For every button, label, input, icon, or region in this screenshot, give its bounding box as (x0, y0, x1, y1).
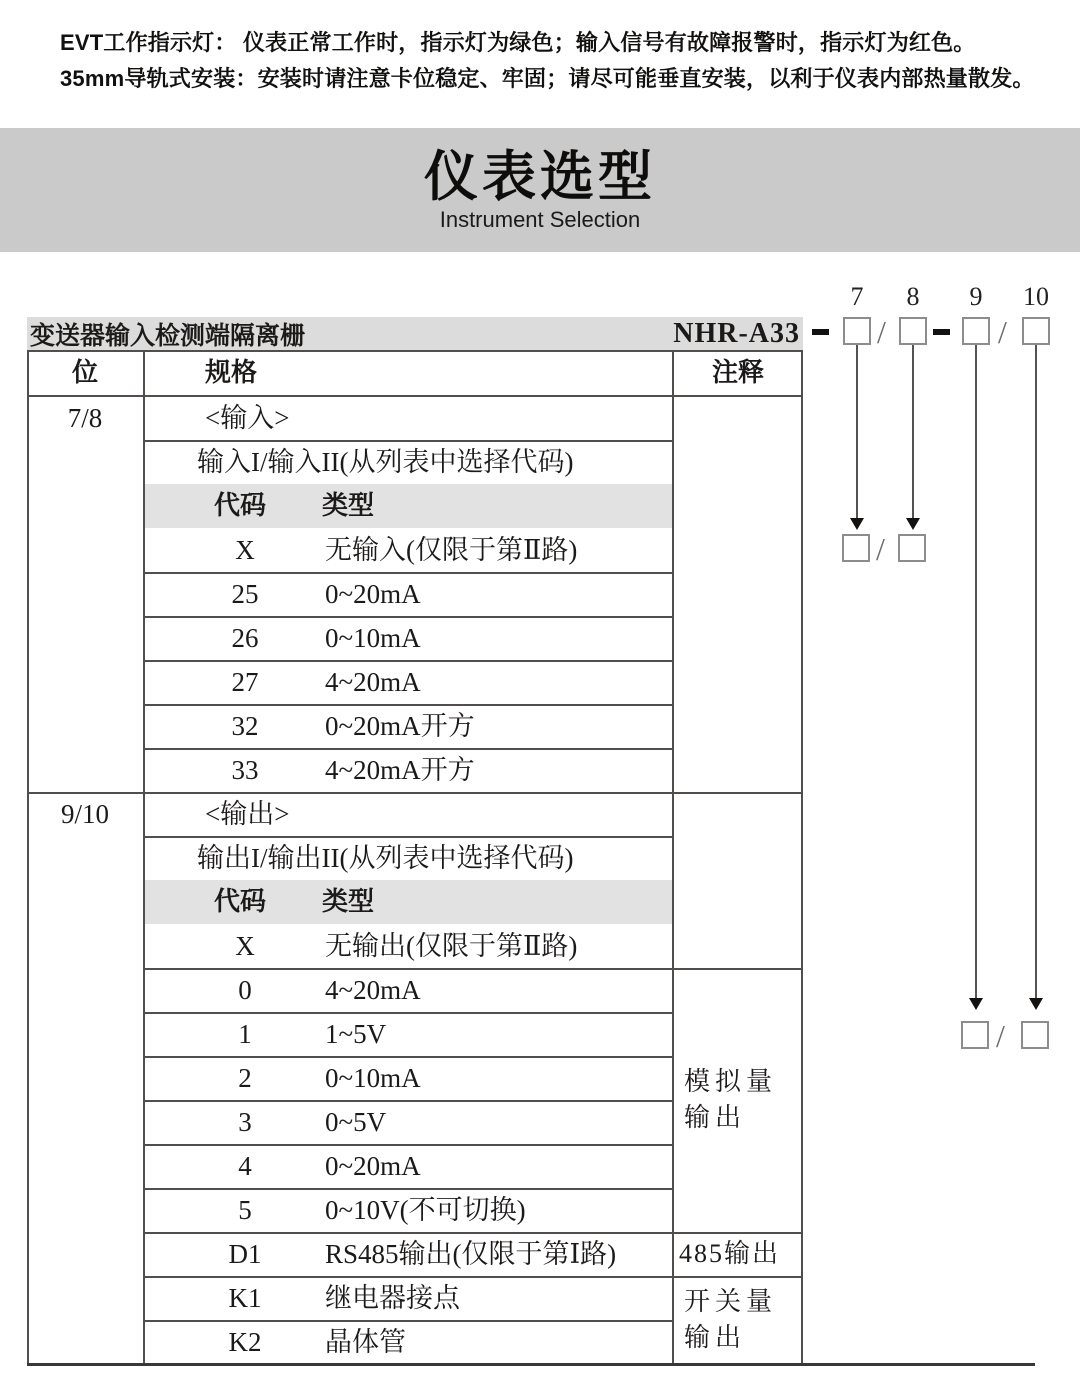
note-analog-output (674, 968, 802, 1232)
arrow-head-8 (906, 518, 920, 530)
type-header: 类型 (322, 491, 375, 520)
code-cell: K2 (228, 1326, 262, 1357)
type-cell: 晶体管 (325, 1326, 406, 1357)
note-evt-indicator: EVT工作指示灯： 仪表正常工作时，指示灯为绿色；输入信号有故障报警时，指示灯为红色。 (60, 30, 976, 55)
type-cell: 0~10mA (325, 623, 421, 653)
header-position: 位 (71, 357, 98, 387)
type-cell: 0~5V (325, 1107, 387, 1137)
page-subtitle: Instrument Selection (439, 206, 641, 232)
note-switch-line2: 输出 (684, 1322, 747, 1352)
row-line (27, 395, 803, 397)
code-cell: 26 (231, 623, 259, 653)
code-cell: 33 (231, 755, 259, 785)
code-cell: 1 (238, 1019, 252, 1049)
group-title: <输出> (205, 799, 290, 829)
group-title: <输入> (205, 402, 290, 433)
slash-separator: / (876, 531, 885, 567)
code-cell: 3 (238, 1107, 252, 1137)
code-header: 代码 (214, 491, 267, 520)
code-cell: 5 (238, 1195, 252, 1225)
group-subtitle: 输入I/输入II(从列表中选择代码) (197, 447, 574, 477)
position-cell: 7/8 (67, 402, 103, 433)
code-cell: 27 (231, 667, 259, 697)
type-cell: RS485输出(仅限于第Ⅰ路) (325, 1239, 617, 1269)
code-cell: X (235, 931, 255, 961)
model-code: NHR-A33 (673, 317, 800, 349)
selection-box-7 (843, 317, 871, 345)
type-header: 类型 (322, 887, 375, 916)
note-analog-line2: 输出 (684, 1103, 747, 1132)
type-cell: 0~20mA开方 (325, 711, 475, 741)
type-cell: 无输出(仅限于第Ⅱ路) (325, 931, 578, 961)
note-analog-line1: 模拟量 (684, 1067, 778, 1096)
page-title: 仪表选型 (424, 146, 656, 207)
slash-separator: / (877, 314, 886, 350)
type-cell: 4~20mA (325, 667, 421, 697)
position-cell: 9/10 (60, 799, 109, 829)
selection-box-10 (1022, 317, 1050, 345)
header-note: 注释 (711, 357, 764, 387)
table-border-bottom (27, 1363, 1035, 1366)
type-cell: 无输入(仅限于第Ⅱ路) (325, 535, 578, 565)
note-485-label: 485输出 (679, 1239, 781, 1268)
code-cell: 32 (231, 711, 259, 741)
arrow-head-7 (850, 518, 864, 530)
code-cell: D1 (228, 1239, 262, 1269)
code-cell: 25 (231, 579, 259, 609)
type-cell: 0~20mA (325, 1151, 421, 1181)
model-header-bar (27, 317, 803, 350)
arrow-line-10 (1035, 345, 1037, 998)
note-switch-output (674, 1276, 802, 1363)
digit-9: 9 (969, 282, 983, 311)
note-rail-mounting: 35mm导轨式安装：安装时请注意卡位稳定、牢固；请尽可能垂直安装，以利于仪表内部热量散发。 (60, 66, 1035, 91)
type-cell: 0~20mA (325, 579, 421, 609)
dash-separator (812, 329, 829, 335)
note-485-output (674, 1232, 802, 1276)
digit-7: 7 (850, 282, 864, 311)
code-cell: K1 (228, 1283, 262, 1313)
group-subtitle: 输出I/输出II(从列表中选择代码) (197, 843, 574, 873)
input-code-box-2 (898, 534, 926, 562)
type-cell: 0~10mA (325, 1063, 421, 1093)
code-cell: 2 (238, 1063, 252, 1093)
code-cell: 4 (238, 1151, 252, 1181)
type-cell: 继电器接点 (325, 1283, 460, 1313)
code-cell: X (235, 535, 255, 565)
type-cell: 1~5V (325, 1019, 387, 1049)
header-spec: 规格 (205, 357, 258, 387)
arrow-line-8 (912, 345, 914, 518)
digit-10: 10 (1023, 282, 1049, 311)
code-header: 代码 (214, 887, 267, 916)
slash-separator: / (996, 1018, 1005, 1054)
arrow-head-10 (1029, 998, 1043, 1010)
selection-box-8 (899, 317, 927, 345)
table-border-left (27, 350, 29, 1365)
selection-box-9 (962, 317, 990, 345)
slash-separator: / (998, 314, 1007, 350)
dash-separator (933, 329, 950, 335)
code-cell: 0 (238, 975, 252, 1005)
product-name: 变送器输入检测端隔离栅 (30, 322, 306, 350)
type-cell: 4~20mA (325, 975, 421, 1005)
type-cell: 0~10V(不可切换) (325, 1195, 526, 1225)
output-code-box-1 (961, 1021, 989, 1049)
arrow-line-9 (975, 345, 977, 998)
type-cell: 4~20mA开方 (325, 755, 475, 785)
section-divider-line (27, 792, 803, 794)
digit-8: 8 (906, 282, 920, 311)
output-code-box-2 (1021, 1021, 1049, 1049)
section-banner (0, 128, 1080, 252)
arrow-head-9 (969, 998, 983, 1010)
input-code-box-1 (842, 534, 870, 562)
arrow-line-7 (856, 345, 858, 518)
note-switch-line1: 开关量 (684, 1286, 778, 1316)
